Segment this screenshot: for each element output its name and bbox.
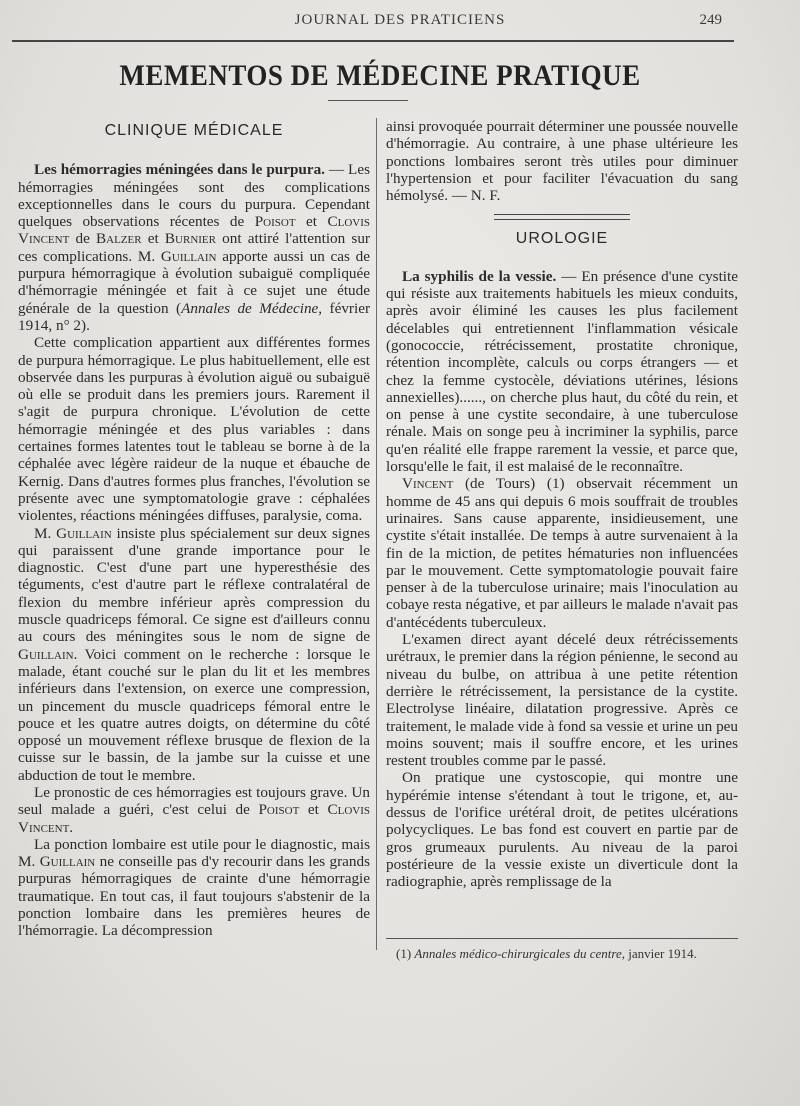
title-underline (328, 100, 408, 101)
article-paragraph (18, 525, 370, 784)
text-run: (de Tours) (1) observait récemment un homme de 45 ans qui depuis 6 mois souffrait de troubles urinaires. Sans cause apparente, insidieusement, une cystite s'était installée. De temps à autre survenaient à la fin de la miction, de petites hématuries non influencées par le mouvement. Cette symptomatologie pouvait faire penser à de la tuberculose urinaire; mais l'inoculation au cobaye resta négative, et par ailleurs le malade n'avait pas d'antécédents tuberculeux. (386, 475, 738, 631)
right-column (386, 118, 738, 890)
journal-title: JOURNAL DES PRATICIENS (294, 12, 506, 28)
article-paragraph (18, 161, 370, 334)
author-name: Guillain (56, 524, 112, 542)
text-run: . Voici comment on le recherche : lorsque le malade, étant couché sur le plan du lit et les membres inférieurs dans l'extension, on exerce une compression, un pincement du muscle quadriceps fémoral entre le pouce et les quatre autres doigts, on détermine du côté opposé un mouvement réflexe brusque de flexion de la cuisse sur le bassin, de la jambe sur la cuisse et une abduction de tout le membre. (18, 645, 370, 784)
author-name: Vincent (402, 475, 454, 493)
rubric-clinique-medicale: CLINIQUE MÉDICALE (104, 122, 284, 139)
text-run: . (69, 818, 74, 836)
section-separator (494, 214, 630, 220)
author-name: Guillain (160, 247, 217, 265)
running-head (0, 10, 800, 38)
author-name: Clovis Vincent (18, 801, 370, 836)
footnote (396, 946, 736, 961)
text-run: ont attiré l'attention sur ces complications. M. (18, 230, 370, 265)
footnote-mark: (1) (396, 946, 415, 961)
text-run: et (295, 213, 328, 231)
text-run: et (299, 801, 328, 819)
text-run: , février 1914, n° 2). (18, 299, 371, 334)
article-paragraph (18, 784, 370, 836)
citation: Annales de Médecine (181, 299, 319, 317)
text-run: Le pronostic de ces hémorragies est toujours grave. Un seul malade a guéri, c'est celui de (18, 783, 370, 819)
author-name: Guillain (18, 645, 74, 663)
column-divider (376, 118, 377, 950)
article-paragraph: L'examen direct ayant décelé deux rétrécissements urétraux, le premier dans la région pénienne, le second au niveau du bulbe, on attribua à une petite rétention derrière le rétrécissement, la persistance de la cystite. Electrolyse linéaire, dilatation progressive. Après ce traitement, le malade vide à fond sa vessie et urine un peu moins souvent; mais il souffre encore, et les urines restent troubles comme par le passé. (386, 631, 738, 770)
section-title: MEMENTOS DE MÉDECINE PRATIQUE (119, 58, 641, 92)
text-run: — En présence d'une cystite qui résiste aux traitements habituels les mieux conduits, après avoir éliminé les causes les plus facilement décelables qui entretiennent l'inflammation vésicale (gonococcie, rétrécissement, prostatite chronique, rétention incomplète, calculs ou corps étrangers — et chez la femme cystocèle, déviations utérines, lésions annexielles)......, on cherche plus haut, du côté du rein, et on pense à une cystite secondaire, à une tuberculose rénale. Mais on songe peu à incriminer la syphilis, parce qu'en réalité elle frappe rarement la vessie, et parce que, lorsqu'elle le fait, il est malaisé de le reconnaître. (386, 267, 738, 476)
article-heading: La syphilis de la vessie. (402, 267, 557, 285)
article-paragraph (386, 475, 738, 631)
article-paragraph: On pratique une cystoscopie, qui montre une hypérémie intense s'étendant à tout le trigone, et, au-dessus de l'orifice urétéral droit, de petites ulcérations polycycliques. Le bas fond est couvert en partie par de gros grumeaux purulents. Au niveau de la paroi postérieure de la vessie existe un diverticule dont la radiographie, après remplissage de la (386, 769, 738, 891)
footnote-rule (386, 938, 738, 939)
text-run: La ponction lombaire est utile pour le diagnostic, mais M. (18, 835, 370, 871)
text-run: de (69, 230, 96, 248)
text-run: M. (34, 524, 57, 542)
author-name: Burnier (164, 230, 216, 248)
rubric-urologie: UROLOGIE (515, 230, 609, 248)
text-run: et (141, 230, 165, 248)
article-paragraph (18, 836, 370, 940)
left-column (18, 118, 370, 940)
author-name: Guillain (39, 853, 96, 871)
author-name: Poisot (254, 213, 296, 231)
article-heading: Les hémorragies méningées dans le purpura. (34, 161, 325, 179)
footnote-citation: Annales médico-chirurgicales du centre (414, 946, 622, 961)
article-paragraph: ainsi provoquée pourrait déterminer une poussée nouvelle d'hémorragie. Au contraire, à une phase ultérieure les ponctions lombaires seront très utiles pour diminuer l'hypertension et pour faciliter l'évacuation du sang hémolysé. — N. F. (386, 118, 738, 205)
text-run: insiste plus spécialement sur deux signes qui paraissent d'une grande importance pour le diagnostic. C'est d'une part une hyperesthésie des téguments, c'est d'autre part le réflexe contralatéral de flexion du membre inférieur après compression du muscle quadriceps fémoral. Ce signe est d'ailleurs connu au cours des méningites sous le nom de signe de (18, 524, 370, 646)
author-name: Poisot (258, 801, 300, 819)
footnote-date: , janvier 1914. (621, 946, 697, 961)
author-name: Balzer (96, 230, 142, 248)
article-paragraph: Cette complication appartient aux différentes formes de purpura hémorragique. Le plus habituellement, elle est observée dans les purpuras à évolution aiguë ou subaiguë où elle se produit dans les premiers jours. Rarement il s'agit de purpura chronique. L'évolution de cette hémorragie méningée et des plus variables : dans certaines formes latentes tout le tableau se borne à de la céphalée avec légère raideur de la nuque et ébauche de Kernig. Dans d'autres formes plus franches, l'évolution se présente avec une symptomatologie grave : céphalées violentes, réactions méningées diffuses, paralysie, coma. (18, 334, 370, 525)
article-paragraph (386, 268, 738, 476)
author-name: Clovis Vincent (18, 213, 370, 248)
header-rule (12, 40, 734, 42)
text-run: — Les hémorragies méningées sont des complications exceptionnelles dans le cours du purpura. Cependant quelques observations récentes de (18, 161, 370, 231)
text-run: apporte aussi un cas de purpura hémorragique à évolution subaiguë compliquée d'hémorragie méningée et fait à ce sujet une étude générale de la question ( (18, 247, 370, 317)
page-number: 249 (699, 12, 722, 28)
text-run: ne conseille pas d'y recourir dans les grands purpuras hémorragiques de crainte d'une hémorragie traumatique. En tout cas, il faut toujours s'abstenir de la ponction lombaire dans les premières heures de l'hémorragie. La décompression (18, 853, 370, 940)
